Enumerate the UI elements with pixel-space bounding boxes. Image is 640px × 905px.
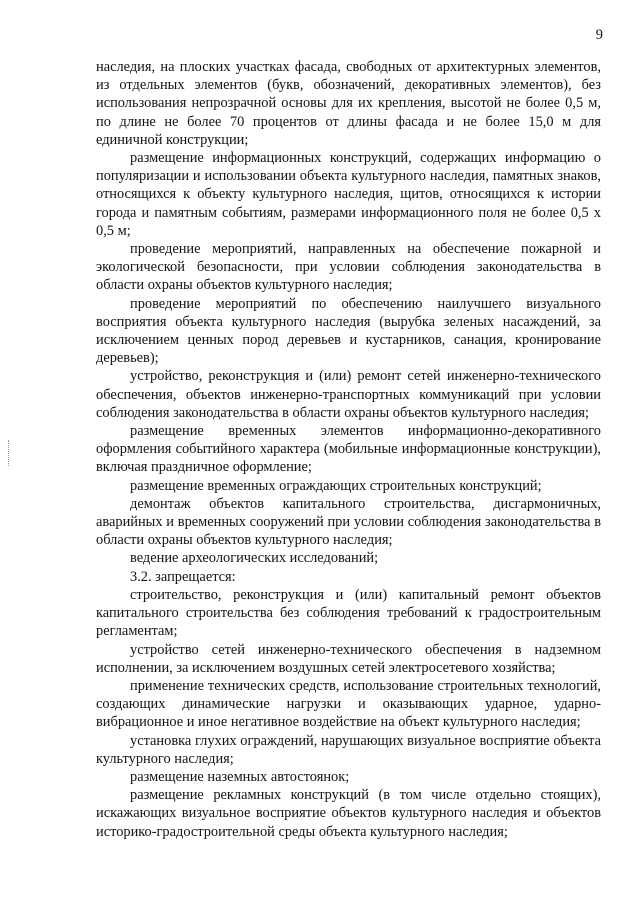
paragraph-technical-means: применение технических средств, использование строительных технологий, создающих динамические нагрузки и оказывающих ударное, ударно-вибрационное и иное негативное воздействие на объект культурного наследия; (96, 677, 601, 731)
paragraph-blind-fences: установка глухих ограждений, нарушающих визуальное восприятие объекта культурного наследия; (96, 732, 601, 767)
scan-artifact (8, 440, 12, 466)
paragraph-fire-safety: проведение мероприятий, направленных на обеспечение пожарной и экологической безопасности, при условии соблюдения законодательства в области охраны объектов культурного наследия; (96, 241, 601, 294)
document-body (96, 58, 601, 841)
paragraph-temporary-decor: размещение временных элементов информационно-декоративного оформления событийного характера (мобильные информационные конструкции), включая праздничное оформление; (96, 423, 601, 476)
paragraph-parking: размещение наземных автостоянок; (130, 768, 350, 785)
paragraph-visual-perception: проведение мероприятий по обеспечению наилучшего визуального восприятия объекта культурного наследия (вырубка зеленых насаждений, за исключением ценных пород деревьев и кустарников, санация, кронирование деревьев); (96, 295, 601, 367)
paragraph-advertising: размещение рекламных конструкций (в том числе отдельно стоящих), искажающих визуальное восприятие объектов культурного наследия и объектов историко-градостроительной среды объекта культурного наследия; (96, 787, 601, 840)
paragraph-info-constructions: размещение информационных конструкций, содержащих информацию о популяризации и использовании объекта культурного наследия, памятных знаков, относящихся к объекту культурного наследия, щитов, относящихся к истории города и памятным событиям, размерами информационного поля не более 0,5 х 0,5 м; (96, 150, 601, 239)
paragraph-archaeology: ведение археологических исследований; (130, 550, 379, 567)
paragraph-engineering-networks: устройство, реконструкция и (или) ремонт сетей инженерно-технического обеспечения, объектов инженерно-транспортных коммуникаций при условии соблюдения законодательства в области охраны объектов культурного наследия; (96, 368, 601, 421)
paragraph-construction: строительство, реконструкция и (или) капитальный ремонт объектов капитального строительства без соблюдения требований к градостроительным регламентам; (96, 586, 601, 640)
paragraph-continuation: наследия, на плоских участках фасада, свободных от архитектурных элементов, из отдельных элементов (букв, обозначений, декоративных элементов), без использования непрозрачной основы для их крепления, высотой не более 0,5 м, по длине не более 70 процентов от длины фасада и не более 15,0 м для единичной конструкции; (96, 59, 601, 148)
paragraph-overhead-networks: устройство сетей инженерно-технического обеспечения в надземном исполнении, за исключением воздушных сетей электросетевого хозяйства; (96, 641, 601, 676)
paragraph-temporary-fences: размещение временных ограждающих строительных конструкций; (130, 477, 542, 494)
paragraph-demolition: демонтаж объектов капитального строительства, дисгармоничных, аварийных и временных сооружений при условии соблюдения законодательства в области охраны объектов культурного наследия; (96, 495, 601, 549)
page-number: 9 (595, 27, 603, 43)
section-heading-prohibited: 3.2. запрещается: (130, 568, 236, 585)
